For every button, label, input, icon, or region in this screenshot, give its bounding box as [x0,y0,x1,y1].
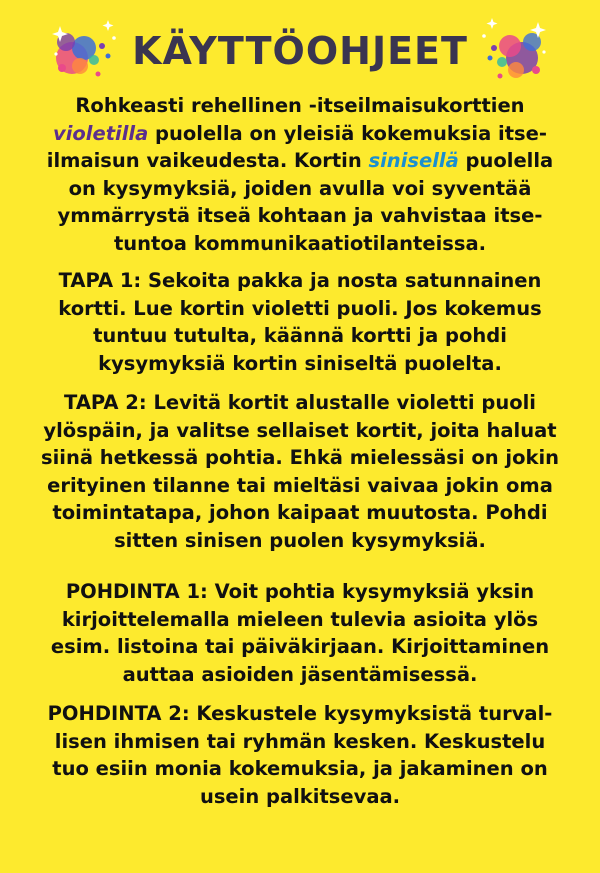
tapa-1-text: Sekoita pakka ja nosta satunnainen kortti. Lue kortin violetti puoli. Jos kokemus tuntuu tutulta, käännä kortti ja pohdi kysymyksiä kortin siniseltä puolelta. [58,269,542,375]
intro-paragraph [38,92,562,257]
pohdinta-1-label: POHDINTA 1: [65,580,208,603]
violet-highlight: violetilla [53,121,149,145]
pohdinta-2-paragraph [38,700,562,810]
tapa-1-label: TAPA 1: [58,269,142,292]
tapa-2-paragraph [38,389,562,554]
tapa-2-label: TAPA 2: [64,391,147,414]
decorative-splash-right-icon [470,12,550,92]
header [0,0,600,92]
page-title: KÄYTTÖOHJEET [132,29,468,73]
intro-text-part3: puolella on kysymyksiä, joiden avulla voi syventää ymmärrystä itseä kohtaan ja vahvistaa itsetuntoa kommunikaatiotilanteissa. [57,149,554,255]
intro-text-part1: Rohkeasti rehellinen -itseilmaisukorttien [75,94,525,117]
instructions-body [0,92,600,810]
pohdinta-1-text: Voit pohtia kysymyksiä yksin kirjoittelemalla mieleen tulevia asioita ylös esim. listoina tai päiväkirjaan. Kirjoittaminen auttaa asioiden jäsentämisessä. [50,580,550,686]
tapa-2-text: Levitä kortit alustalle violetti puoli ylöspäin, ja valitse sellaiset kortit, joita haluat siinä hetkessä pohtia. Ehkä mielessäsi on jokin erityinen tilanne tai mieltäsi vaivaa jokin oma toimintatapa, johon kaipaat muutosta. Pohdi sitten sinisen puolen kysymyksiä. [40,391,560,552]
pohdinta-1-paragraph [38,578,562,688]
pohdinta-2-label: POHDINTA 2: [47,702,190,725]
intro-text-part2: puolella on yleisiä kokemuksia itseilmaisun vaikeudesta. Kortin [46,121,547,172]
blue-highlight: sinisellä [368,149,459,172]
tapa-1-paragraph [38,267,562,377]
pohdinta-2-text: Keskustele kysymyksistä turvallisen ihmisen tai ryhmän kesken. Keskustelu tuo esiin monia kokemuksia, ja jakaminen on usein palkitsevaa. [52,702,553,808]
